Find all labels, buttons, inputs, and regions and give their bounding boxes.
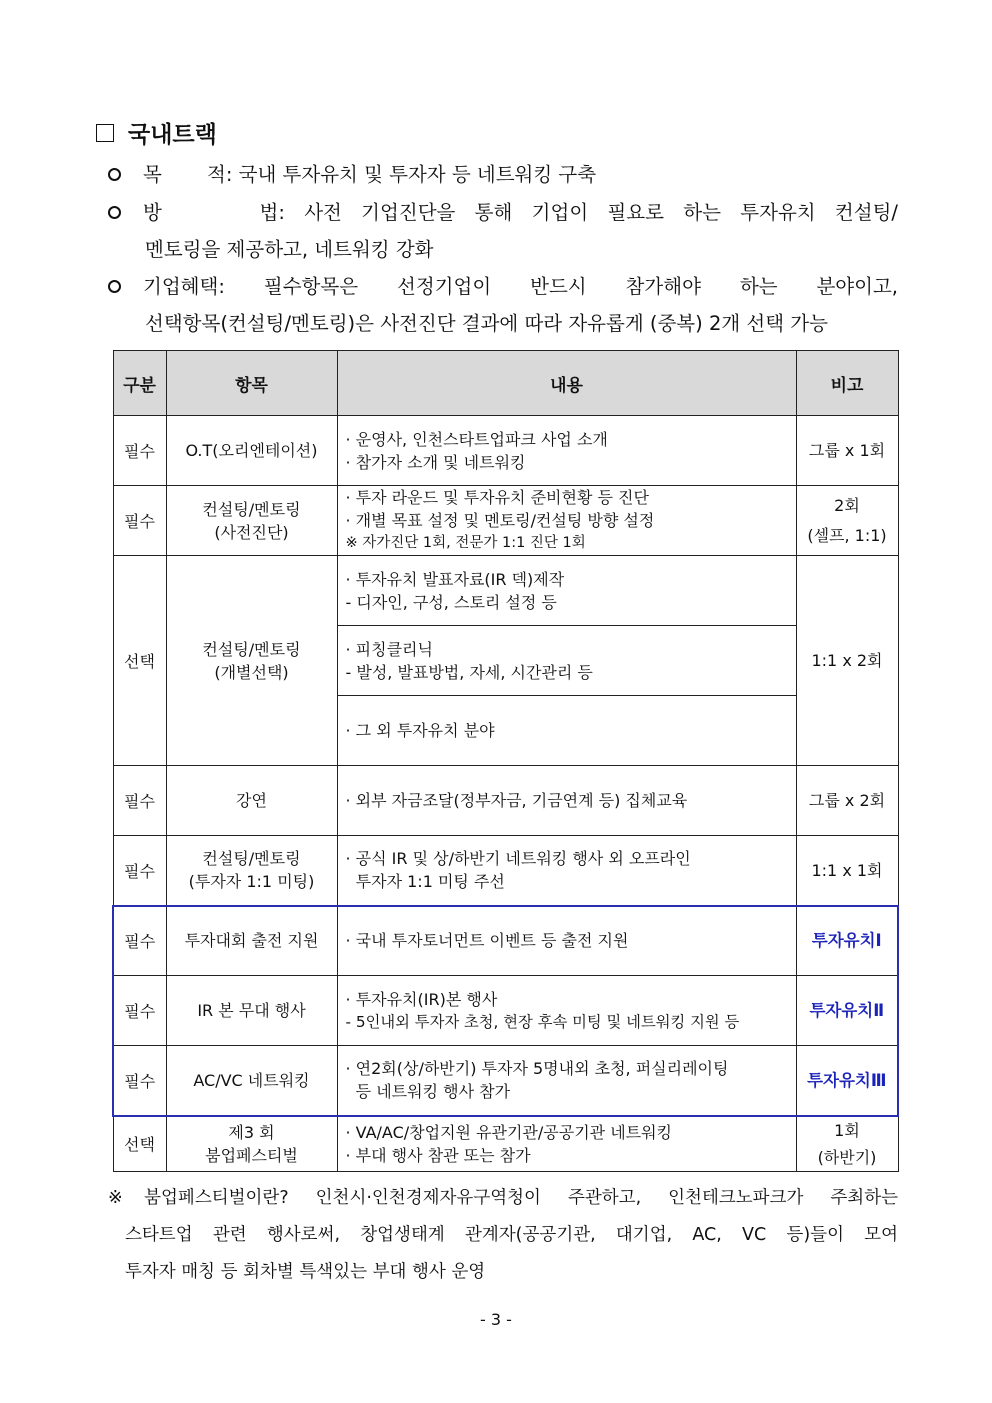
cell-item: 컨설팅/멘토링 (투자자 1:1 미팅) (166, 836, 337, 906)
investment-stage-label: 투자유치Ⅰ (811, 931, 882, 951)
cell-item: 컨설팅/멘토링 (사전진단) (166, 486, 337, 556)
circle-bullet-icon (108, 280, 121, 293)
table-header-row (113, 351, 898, 416)
program-table (112, 350, 899, 1172)
table-row (113, 556, 898, 626)
cell-content: · 그 외 투자유치 분야 (337, 696, 796, 766)
section-title: 국내트랙 (128, 122, 217, 148)
cell-content: · 투자 라운드 및 투자유치 준비현황 등 진단 · 개별 목표 설정 및 멘토링/컨설팅 방향 설정 ※ 자가진단 1회, 전문가 1:1 진단 1회 (337, 486, 796, 556)
table-row (113, 766, 898, 836)
circle-bullet-icon (108, 168, 121, 181)
cell-note: 그룹 x 2회 (796, 766, 898, 836)
table-row (113, 1116, 898, 1172)
cell-type: 필수 (113, 1046, 166, 1116)
cell-item: 제3 회 붐업페스티벌 (166, 1116, 337, 1172)
cell-note: 2회 (셀프, 1:1) (796, 486, 898, 556)
table-row (113, 906, 898, 976)
table-row (113, 416, 898, 486)
cell-item: 컨설팅/멘토링 (개별선택) (166, 556, 337, 766)
table-row (113, 836, 898, 906)
bullet-label: 목 적 (143, 163, 226, 186)
empty-square-icon (96, 124, 114, 142)
investment-stage-label: 투자유치Ⅱ (809, 1001, 885, 1020)
cell-content: · 국내 투자토너먼트 이벤트 등 출전 지원 (337, 906, 796, 976)
bullet-method: 방 법: 사전 기업진단을 통해 기업이 필요로 하는 투자유치 컨설팅/ (108, 194, 898, 231)
cell-content: · 투자유치(IR)본 행사 - 5인내외 투자자 초청, 현장 후속 미팅 및 네트워킹 지원 등 (337, 976, 796, 1046)
cell-type: 필수 (113, 836, 166, 906)
bullet-continuation: 선택항목(컨설팅/멘토링)은 사전진단 결과에 따라 자유롭게 (중복) 2개 선택 가능 (145, 312, 828, 335)
bullet-purpose: 목 적: 국내 투자유치 및 투자자 등 네트워킹 구축 (108, 156, 898, 193)
cell-type: 필수 (113, 906, 166, 976)
cell-type: 선택 (113, 1116, 166, 1172)
bullet-continuation: 멘토링을 제공하고, 네트워킹 강화 (145, 238, 434, 261)
section-heading (96, 116, 217, 149)
cell-note (796, 1046, 898, 1116)
table-row (113, 976, 898, 1046)
cell-note: 1회 (하반기) (796, 1116, 898, 1172)
cell-type: 필수 (113, 976, 166, 1046)
header-type: 구분 (113, 351, 166, 416)
circle-bullet-icon (108, 206, 121, 219)
cell-item: AC/VC 네트워킹 (166, 1046, 337, 1116)
table-row (113, 486, 898, 556)
cell-type: 선택 (113, 556, 166, 766)
cell-content: · 외부 자금조달(정부자금, 기금연계 등) 집체교육 (337, 766, 796, 836)
header-note: 비고 (796, 351, 898, 416)
cell-content: · 운영사, 인천스타트업파크 사업 소개 · 참가자 소개 및 네트워킹 (337, 416, 796, 486)
cell-item: 투자대회 출전 지원 (166, 906, 337, 976)
cell-content: · VA/AC/창업지원 유관기관/공공기관 네트워킹 · 부대 행사 참관 또는 참가 (337, 1116, 796, 1172)
cell-item: 강연 (166, 766, 337, 836)
cell-item: O.T(오리엔테이션) (166, 416, 337, 486)
cell-item: IR 본 무대 행사 (166, 976, 337, 1046)
cell-type: 필수 (113, 416, 166, 486)
investment-stage-label: 투자유치Ⅲ (807, 1070, 887, 1090)
cell-type: 필수 (113, 766, 166, 836)
cell-content: · 연2회(상/하반기) 투자자 5명내외 초청, 퍼실리레이팅 등 네트워킹 행사 참가 (337, 1046, 796, 1116)
cell-type: 필수 (113, 486, 166, 556)
table-row (113, 1046, 898, 1116)
cell-note: 1:1 x 2회 (796, 556, 898, 766)
cell-note (796, 976, 898, 1046)
cell-content: · 공식 IR 및 상/하반기 네트워킹 행사 외 오프라인 투자자 1:1 미팅 주선 (337, 836, 796, 906)
cell-content: · 투자유치 발표자료(IR 덱)제작 - 디자인, 구성, 스토리 설정 등 (337, 556, 796, 626)
bullet-label: 기업혜택 (143, 275, 219, 298)
bullet-text: 국내 투자유치 및 투자자 등 네트워킹 구축 (238, 163, 597, 186)
bullet-benefit: 기업혜택: 필수항목은 선정기업이 반드시 참가해야 하는 분야이고, (108, 268, 898, 305)
bullet-text: 사전 기업진단을 통해 기업이 필요로 하는 투자유치 컨설팅/ (304, 201, 898, 224)
cell-note: 1:1 x 1회 (796, 836, 898, 906)
bullet-text: 필수항목은 선정기업이 반드시 참가해야 하는 분야이고, (263, 275, 898, 298)
bullet-label: 방 법 (143, 201, 279, 224)
header-content: 내용 (337, 351, 796, 416)
page-number: - 3 - (480, 1310, 512, 1329)
header-item: 항목 (166, 351, 337, 416)
footnote: ※붐업페스티벌이란? 인천시·인천경제자유구역청이 주관하고, 인천테크노파크가 주최하는 스타트업 관련 행사로써, 창업생태계 관계자(공공기관, 대기업, AC, VC 등)들이 모여 투자자 매칭 등 회차별 특색있는 부대 행사 운영 (108, 1188, 898, 1282)
cell-note: 그룹 x 1회 (796, 416, 898, 486)
cell-note (796, 906, 898, 976)
cell-content: · 피칭클리닉 - 발성, 발표방법, 자세, 시간관리 등 (337, 626, 796, 696)
